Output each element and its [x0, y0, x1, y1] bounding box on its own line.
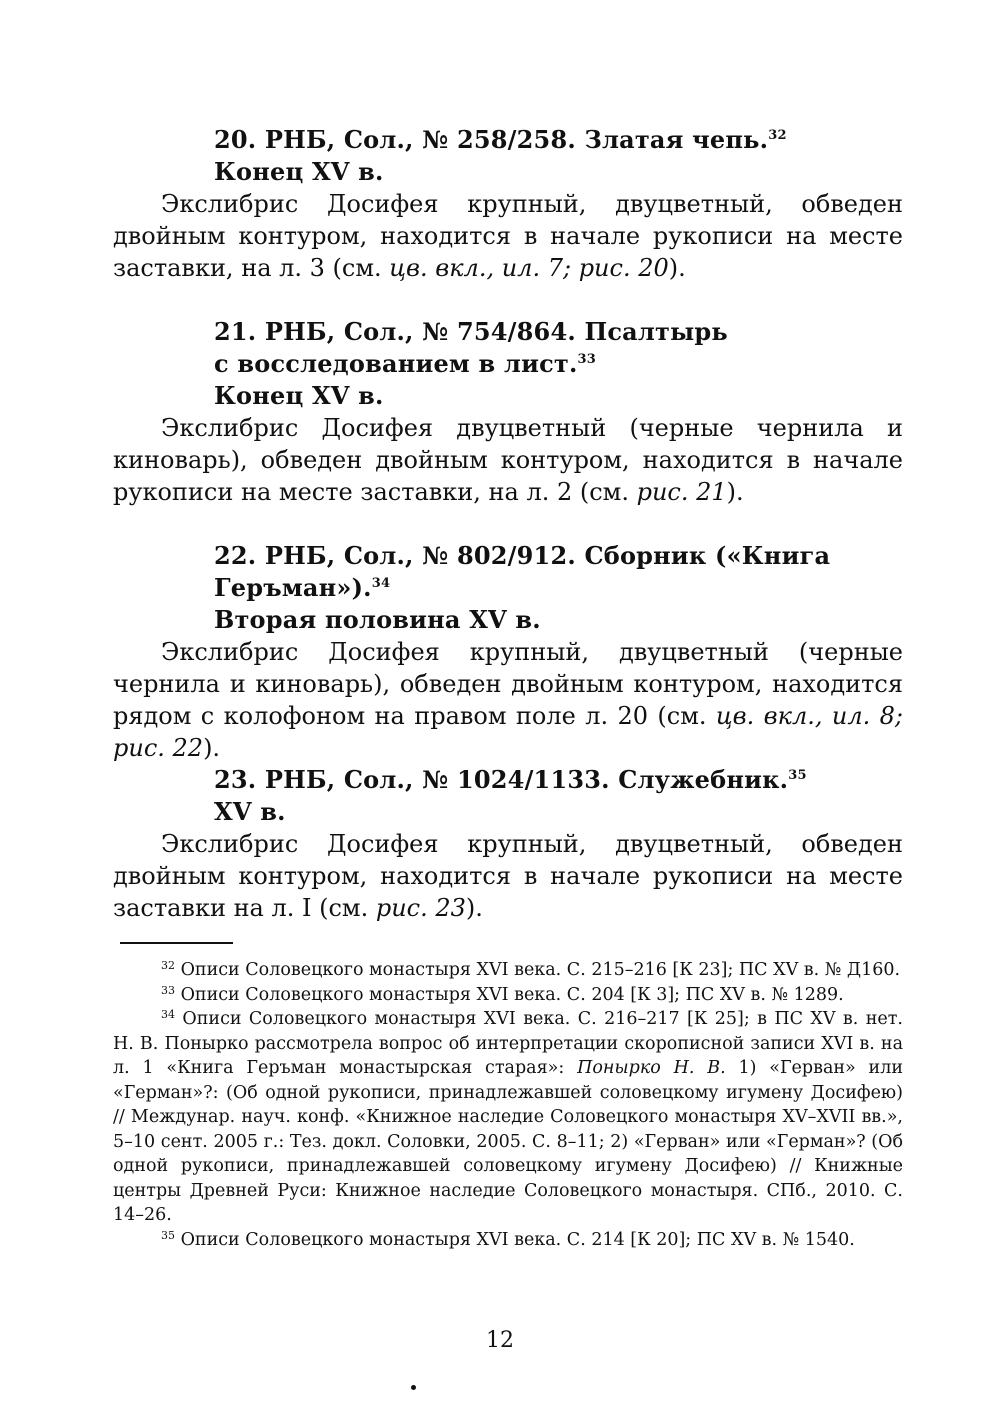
- entry-description: [113, 188, 903, 284]
- entry-heading: [113, 124, 903, 188]
- text-run: ).: [203, 734, 221, 762]
- italic-reference: рис. 21: [636, 478, 727, 506]
- stray-dot: [411, 1385, 416, 1390]
- footnote-number: 34: [161, 1008, 175, 1021]
- footnote: [113, 1228, 903, 1253]
- footnote: [113, 1007, 903, 1228]
- text-run: Описи Соловецкого монастыря XVI века. С. 216–217 [К 25]; в ПС XV в. нет. Н. В. Понырко рассмотрела вопрос об интерпретации скорописной записи XVI в. на л. 1 «Книга Геръман монастырская старая»:: [113, 1009, 903, 1078]
- footnotes: [113, 958, 903, 1252]
- footnote: [113, 983, 903, 1008]
- entry-description: [113, 636, 903, 764]
- text-run: Экслибрис Досифея крупный, двуцветный, обведен двойным контуром, находится в начале рукописи на месте заставки, на л. 3 (см.: [113, 190, 903, 282]
- entry-title-line: 22. РНБ, Сол., № 802/912. Сборник («Книга: [214, 541, 831, 570]
- entry-date: Конец XV в.: [214, 157, 384, 186]
- entry-date: XV в.: [214, 797, 286, 826]
- footnote-ref: 33: [577, 352, 597, 367]
- entry-heading: [113, 764, 903, 828]
- footnote-number: 35: [161, 1228, 175, 1242]
- footnote-number: 32: [161, 959, 175, 972]
- entry-title-line: Геръман»).$^{34}$: [214, 573, 391, 602]
- text-run: ).: [668, 254, 686, 282]
- italic-reference: цв. вкл., ил. 7; рис. 20: [389, 254, 669, 282]
- footnote-ref: 35: [788, 768, 807, 783]
- text-run: ).: [726, 478, 744, 506]
- entry-title-line: 21. РНБ, Сол., № 754/864. Псалтырь: [214, 317, 728, 346]
- catalog-entry: [113, 540, 903, 764]
- footnote: [113, 958, 903, 983]
- catalog-entry: [113, 124, 903, 284]
- catalog-entry: [113, 316, 903, 508]
- text-run: Описи Соловецкого монастыря XVI века. С. 215–216 [К 23]; ПС XV в. № Д160.: [180, 960, 901, 980]
- italic-reference: цв. вкл., ил. 8; рис. 22: [113, 702, 903, 762]
- page-number: 12: [486, 1328, 514, 1353]
- footnote-ref: 34: [371, 576, 391, 591]
- entry-heading: [113, 540, 903, 636]
- entry-date: Конец XV в.: [214, 381, 384, 410]
- text-run: 1) «Герван» или «Герман»?: (Об одной рукописи, принадлежавшей соловецкому игумену Досифею) // Междунар. науч. конф. «Книжное наследие Соловецкого монастыря XV–XVII вв.», 5–10 сент. 2005 г.: Тез. докл. Соловки, 2005. С. 8–11; 2) «Герван» или «Герман»? (Об одной рукописи, принадлежавшей соловецкому игумену Досифею) // Книжные центры Древней Руси: Книжное наследие Соловецкого монастыря. СПб., 2010. С. 14–26.: [113, 1058, 904, 1225]
- text-run: Экслибрис Досифея крупный, двуцветный, обведен двойным контуром, находится в начале рукописи на месте заставки на л. I (см.: [113, 830, 903, 922]
- entry-description: [113, 828, 903, 924]
- entry-heading: [113, 316, 903, 412]
- italic-reference: Понырко Н. В.: [577, 1058, 726, 1078]
- text-run: Описи Соловецкого монастыря XVI века. С. 204 [К 3]; ПС XV в. № 1289.: [180, 984, 844, 1005]
- entry-title-line: 23. РНБ, Сол., № 1024/1133. Служебник.$^{35}$: [214, 765, 807, 794]
- entry-title-line: 20. РНБ, Сол., № 258/258. Златая чепь.$^{32}$: [214, 125, 787, 154]
- footnote-number: 33: [161, 983, 175, 997]
- italic-reference: рис. 23: [375, 894, 466, 922]
- footnote-separator: [120, 942, 233, 944]
- entry-date: Вторая половина XV в.: [214, 605, 541, 634]
- text-run: Экслибрис Досифея двуцветный (черные чернила и киноварь), обведен двойным контуром, находится в начале рукописи на месте заставки, на л. 2 (см.: [113, 414, 903, 506]
- entry-title-line: с восследованием в лист.$^{33}$: [214, 349, 597, 378]
- footnote-ref: 32: [768, 128, 787, 143]
- text-run: Описи Соловецкого монастыря XVI века. С. 214 [К 20]; ПС XV в. № 1540.: [180, 1229, 855, 1250]
- entry-description: [113, 412, 903, 508]
- catalog-entry: [113, 764, 903, 924]
- text-run: ).: [465, 894, 483, 922]
- text-run: Экслибрис Досифея крупный, двуцветный (черные чернила и киноварь), обведен двойным контуром, находится рядом с колофоном на правом поле л. 20 (см.: [113, 638, 903, 730]
